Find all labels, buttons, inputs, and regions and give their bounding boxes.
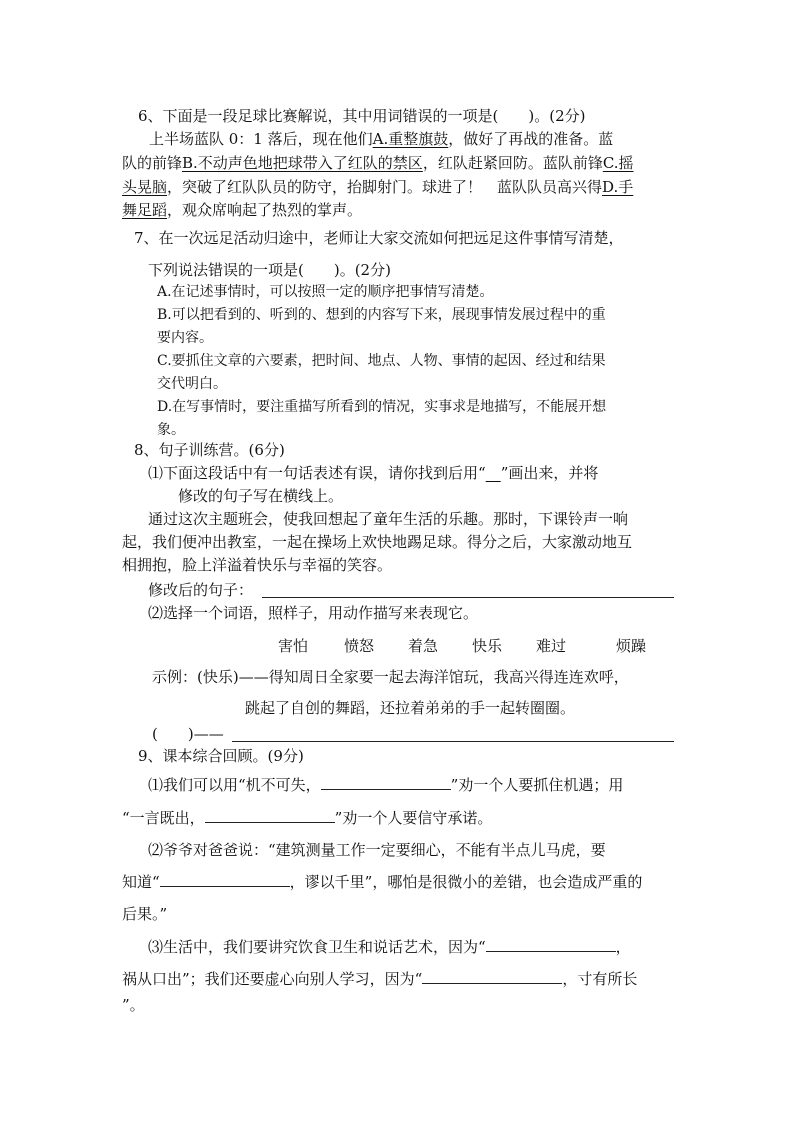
q8-word: 烦躁 <box>616 637 647 655</box>
q9-blank-1[interactable] <box>321 775 451 790</box>
q6-text: 上半场蓝队 0：1 落后，现在他们 <box>149 130 373 148</box>
q9-text: “一言既出， <box>122 809 205 827</box>
q9-text: ，寸有所长 <box>562 970 638 988</box>
q7-subtitle: 下列说法错误的一项是( )。(2分) <box>148 261 391 279</box>
q9-item3-line1 <box>148 937 631 957</box>
q8-answer-line[interactable] <box>232 741 674 742</box>
q8-text: ”画出来，并将 <box>500 464 599 482</box>
q6-text: ，红队赶紧回防。蓝队前锋 <box>422 154 603 172</box>
q9-text: ， <box>615 938 631 956</box>
q9-text: ”劝一个人要信守承诺。 <box>334 809 493 827</box>
q8-text: ⑴下面这段话中有一句话表述有误，请你找到后用“ <box>148 464 486 482</box>
q6-option-a: A.重整旗鼓 <box>372 130 449 148</box>
q9-text: ，谬以千里”，哪怕是很微小的差错，也会造成严重的 <box>289 873 643 891</box>
q8-word: 愤怒 <box>344 637 375 655</box>
q6-text: ，观众席响起了热烈的掌声。 <box>167 201 363 219</box>
q8-paragraph-line3: 相拥抱，脸上洋溢着快乐与幸福的笑容。 <box>122 556 393 574</box>
q7-option-a: A.在记述事情时，可以按照一定的顺序把事情写清楚。 <box>157 284 494 300</box>
q9-item3-line2 <box>122 969 637 989</box>
q8-example-line1: 示例：(快乐)——得知周日全家要一起去海洋馆玩，我高兴得连连欢呼， <box>152 668 629 686</box>
q9-text: 知道“ <box>122 873 160 891</box>
q8-answer-prefix: ( )—— <box>152 725 224 743</box>
q9-text: ⑴我们可以用“机不可失， <box>148 776 321 794</box>
q7-option-b-line1: B.可以把看到的、听到的、想到的内容写下来，展现事情发展过程中的重 <box>157 307 606 323</box>
q8-part1-line1 <box>148 463 598 483</box>
q8-paragraph-line2: 起，我们便冲出教室，一起在操场上欢快地踢足球。得分之后，大家激动地互 <box>122 533 633 551</box>
q7-option-c-line2: 交代明白。 <box>157 376 227 392</box>
q7-title: 7、在一次远足活动归途中，老师让大家交流如何把远足这件事情写清楚， <box>134 229 624 247</box>
q9-blank-3[interactable] <box>160 872 290 887</box>
q7-option-b-line2: 要内容。 <box>157 330 213 346</box>
q9-text: 祸从口出”；我们还要虚心向别人学习，因为“ <box>122 970 423 988</box>
q8-modified-answer-line[interactable] <box>262 597 674 598</box>
q8-title: 8、句子训练营。(6分) <box>134 441 285 459</box>
q9-item2-line1: ⑵爷爷对爸爸说：“建筑测量工作一定要细心，不能有半点儿马虎，要 <box>148 841 606 859</box>
q6-option-c-part1: C.摇 <box>602 154 634 172</box>
q9-item3-line3: ”。 <box>122 996 145 1014</box>
q8-modified-label: 修改后的句子： <box>148 581 254 599</box>
q8-part1-line2: 修改的句子写在横线上。 <box>178 487 344 505</box>
q6-line-4 <box>122 200 362 220</box>
q8-example-line2: 跳起了自创的舞蹈，还拉着弟弟的手一起转圈圈。 <box>245 699 576 717</box>
q9-text: ”劝一个人要抓住机遇；用 <box>450 776 624 794</box>
q9-blank-4[interactable] <box>486 937 616 952</box>
q9-item2-line3: 后果。” <box>122 905 168 923</box>
q6-option-c-part2: 头晃脑 <box>122 178 168 196</box>
q8-word: 难过 <box>536 637 567 655</box>
q7-option-d-line1: D.在写事情时，要注重描写所看到的情况，实事求是地描写，不能展开想 <box>157 399 607 415</box>
q6-title: 6、下面是一段足球比赛解说，其中用词错误的一项是( )。(2分) <box>138 107 586 125</box>
q6-line-3 <box>122 177 633 197</box>
q6-option-d-part1: D.手 <box>602 178 634 196</box>
q6-text: 队的前锋 <box>122 154 183 172</box>
q8-word: 快乐 <box>472 637 503 655</box>
q7-option-d-line2: 象。 <box>157 422 185 438</box>
q9-item1-line1 <box>148 775 623 795</box>
q6-line-2 <box>122 153 634 173</box>
q6-line-1 <box>149 129 613 149</box>
q8-underline-mark <box>486 464 501 482</box>
q9-blank-5[interactable] <box>422 969 562 984</box>
q8-word: 着急 <box>408 637 439 655</box>
q9-blank-2[interactable] <box>205 808 335 823</box>
q8-paragraph-line1: 通过这次主题班会，使我回想起了童年生活的乐趣。那时，下课铃声一响 <box>148 510 629 528</box>
q8-word: 害怕 <box>278 637 309 655</box>
q8-part2: ⑵选择一个词语，照样子，用动作描写来表现它。 <box>148 604 479 622</box>
q7-option-c-line1: C.要抓住文章的六要素，把时间、地点、人物、事情的起因、经过和结果 <box>157 353 606 369</box>
q6-option-d-part2: 舞足蹈 <box>122 201 168 219</box>
q9-item2-line2 <box>122 872 642 892</box>
q6-text: ，突破了红队队员的防守，抬脚射门。球进了！ 蓝队队员高兴得 <box>167 178 603 196</box>
q6-text: ，做好了再战的准备。蓝 <box>448 130 614 148</box>
q9-item1-line2 <box>122 808 492 828</box>
q6-option-b: B.不动声色地把球带入了红队的禁区 <box>182 154 423 172</box>
q9-title: 9、课本综合回顾。(9分) <box>138 747 304 765</box>
q9-text: ⑶生活中，我们要讲究饮食卫生和说话艺术，因为“ <box>148 938 486 956</box>
